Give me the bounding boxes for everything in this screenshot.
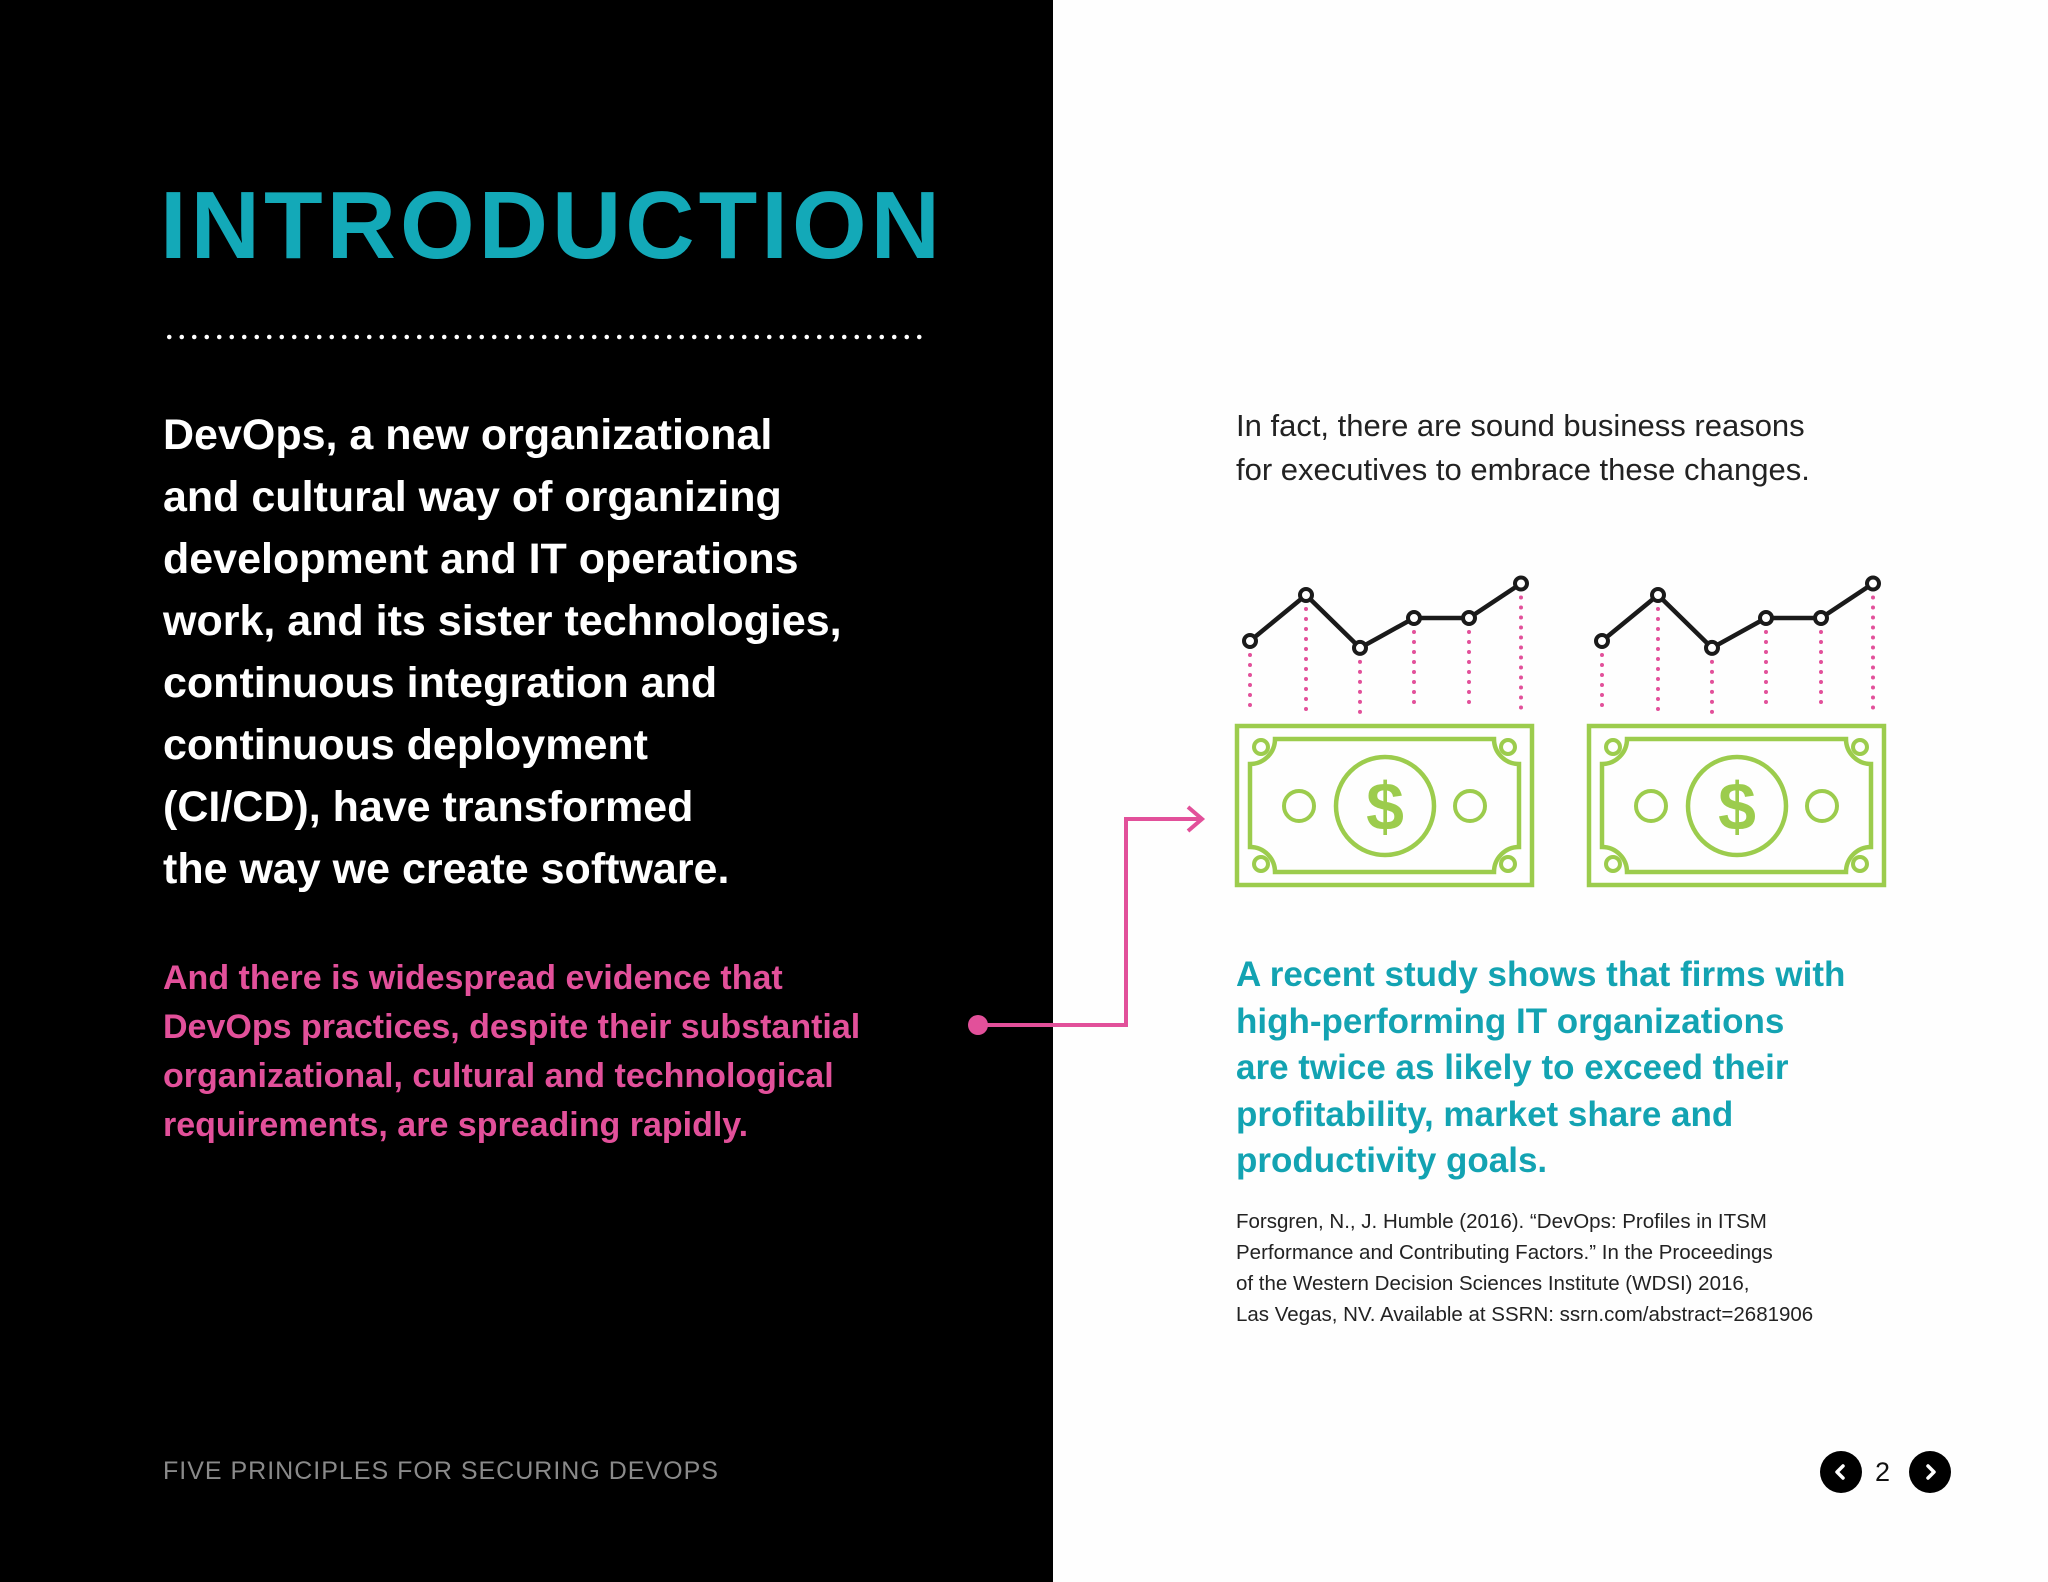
previous-page-button[interactable] [1820, 1451, 1862, 1493]
chevron-right-icon [1920, 1462, 1940, 1482]
business-reasons-line: for executives to embrace these changes. [1236, 452, 1810, 487]
evidence-line: requirements, are spreading rapidly. [163, 1106, 749, 1144]
citation-line: of the Western Decision Sciences Institute (WDSI) 2016, [1236, 1272, 1750, 1295]
citation-line: Performance and Contributing Factors.” In the Proceedings [1236, 1241, 1773, 1264]
study-highlight [1236, 952, 1936, 1185]
evidence-line: organizational, cultural and technological [163, 1057, 834, 1095]
study-line: productivity goals. [1236, 1141, 1548, 1180]
study-line: profitability, market share and [1236, 1094, 1734, 1134]
connector-line [978, 819, 1200, 1025]
evidence-line: And there is widespread evidence that [163, 959, 783, 997]
trend-point [1354, 642, 1366, 654]
page-title: INTRODUCTION [160, 172, 944, 279]
citation [1236, 1206, 1936, 1330]
study-line: are twice as likely to exceed their [1236, 1048, 1789, 1087]
trend-point [1515, 578, 1527, 590]
business-reasons-line: In fact, there are sound business reasons [1236, 408, 1805, 443]
study-line: A recent study shows that firms with [1236, 955, 1846, 994]
trend-point [1706, 642, 1718, 654]
citation-line: Las Vegas, NV. Available at SSRN: ssrn.com/abstract=2681906 [1236, 1303, 1814, 1326]
study-line: high-performing IT organizations [1236, 1001, 1785, 1041]
trend-point [1244, 635, 1256, 647]
next-page-button[interactable] [1909, 1451, 1951, 1493]
chevron-left-icon [1831, 1462, 1851, 1482]
intro-line: development and IT operations [163, 535, 799, 583]
page-number: 2 [1875, 1457, 1891, 1487]
dollar-bill-chart-icon [1589, 578, 1884, 886]
trend-point [1815, 612, 1827, 624]
dollar-sign-icon: $ [1718, 769, 1756, 845]
intro-line: (CI/CD), have transformed [163, 783, 694, 831]
trend-point [1867, 578, 1879, 590]
money-growth-illustration [1220, 560, 1900, 900]
citation-line: Forsgren, N., J. Humble (2016). “DevOps: Profiles in ITSM [1236, 1210, 1767, 1233]
trend-point [1596, 635, 1608, 647]
dollar-sign-icon: $ [1366, 769, 1404, 845]
trend-point [1408, 612, 1420, 624]
intro-line: continuous integration and [163, 659, 718, 707]
intro-line: DevOps, a new organizational [163, 411, 773, 459]
evidence-line: DevOps practices, despite their substantial [163, 1008, 861, 1046]
trend-point [1463, 612, 1475, 624]
intro-line: the way we create software. [163, 845, 730, 893]
intro-line: and cultural way of organizing [163, 473, 782, 521]
intro-line: continuous deployment [163, 721, 648, 769]
dollar-bill-chart-icon [1237, 578, 1532, 886]
business-reasons-text [1236, 404, 1916, 492]
document-footer-title: FIVE PRINCIPLES FOR SECURING DEVOPS [163, 1457, 719, 1485]
trend-point [1760, 612, 1772, 624]
trend-point [1652, 589, 1664, 601]
intro-line: work, and its sister technologies, [163, 597, 842, 645]
trend-point [1300, 589, 1312, 601]
